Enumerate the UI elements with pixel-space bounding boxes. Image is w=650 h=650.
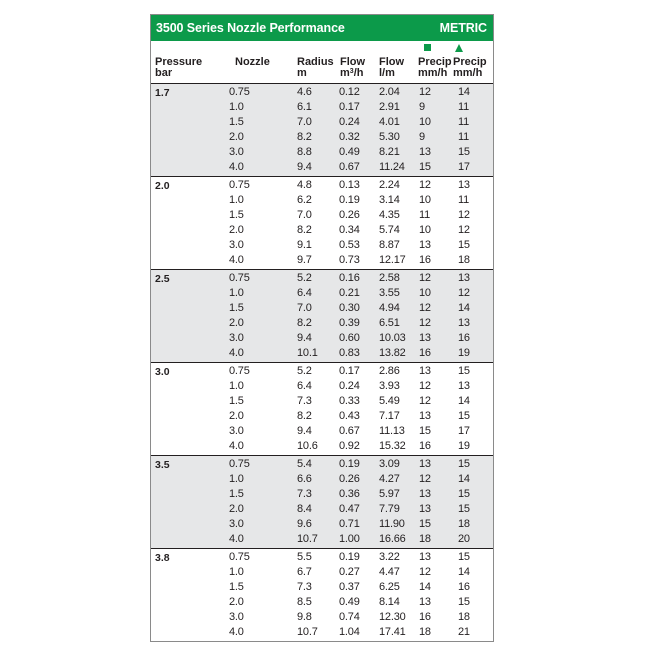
precip-square-cell: 10: [419, 287, 431, 299]
flow-lm-cell: 5.49: [379, 395, 400, 407]
precip-triangle-cell: 11: [458, 101, 470, 113]
flow-lm-cell: 5.97: [379, 488, 400, 500]
flow-m3h-cell: 0.24: [339, 380, 360, 392]
flow-m3h-cell: 0.26: [339, 209, 360, 221]
flow-m3h-cell: 0.19: [339, 551, 360, 563]
flow-lm-cell: 8.14: [379, 596, 400, 608]
flow-lm-cell: 6.51: [379, 317, 400, 329]
flow-m3h-cell: 0.17: [339, 365, 360, 377]
table-row: [151, 625, 493, 640]
nozzle-cell: 1.5: [229, 581, 244, 593]
precip-triangle-cell: 18: [458, 254, 470, 266]
flow-m3h-cell: 0.83: [339, 347, 360, 359]
triangle-spacing-icon: [455, 44, 463, 52]
pressure-group: [151, 177, 493, 270]
nozzle-cell: 1.0: [229, 473, 244, 485]
nozzle-cell: 1.0: [229, 194, 244, 206]
flow-lm-cell: 3.55: [379, 287, 400, 299]
flow-m3h-cell: 1.00: [339, 533, 360, 545]
flow-m3h-cell: 0.60: [339, 332, 360, 344]
table-row: [151, 85, 493, 100]
table-row: [151, 472, 493, 487]
table-row: [151, 178, 493, 193]
flow-m3h-cell: 0.21: [339, 287, 360, 299]
table-row: [151, 580, 493, 595]
flow-lm-cell: 4.27: [379, 473, 400, 485]
radius-cell: 10.7: [297, 533, 318, 545]
nozzle-cell: 3.0: [229, 611, 244, 623]
precip-triangle-cell: 14: [458, 395, 470, 407]
flow-lm-cell: 2.24: [379, 179, 400, 191]
table-row: [151, 145, 493, 160]
nozzle-performance-table: [150, 14, 494, 642]
nozzle-cell: 1.5: [229, 209, 244, 221]
nozzle-cell: 0.75: [229, 179, 250, 191]
radius-cell: 9.4: [297, 161, 312, 173]
radius-cell: 4.6: [297, 86, 312, 98]
radius-cell: 10.7: [297, 626, 318, 638]
precip-triangle-cell: 14: [458, 302, 470, 314]
precip-square-cell: 10: [419, 224, 431, 236]
nozzle-cell: 2.0: [229, 317, 244, 329]
precip-triangle-cell: 13: [458, 272, 470, 284]
flow-lm-cell: 7.79: [379, 503, 400, 515]
flow-m3h-cell: 0.67: [339, 425, 360, 437]
flow-m3h-cell: 0.53: [339, 239, 360, 251]
flow-lm-cell: 11.13: [379, 425, 405, 437]
radius-cell: 7.0: [297, 116, 312, 128]
nozzle-cell: 1.5: [229, 116, 244, 128]
pressure-label: 3.8: [155, 552, 170, 564]
precip-triangle-cell: 19: [458, 347, 470, 359]
precip-square-cell: 12: [419, 380, 431, 392]
radius-cell: 10.1: [297, 347, 318, 359]
table-row: [151, 379, 493, 394]
pressure-label: 1.7: [155, 87, 170, 99]
radius-cell: 8.2: [297, 224, 312, 236]
precip-square-cell: 9: [419, 131, 425, 143]
flow-lm-cell: 12.17: [379, 254, 406, 266]
precip-square-cell: 13: [419, 410, 431, 422]
radius-cell: 9.8: [297, 611, 312, 623]
flow-m3h-cell: 0.49: [339, 146, 360, 158]
radius-cell: 8.8: [297, 146, 312, 158]
flow-lm-cell: 12.30: [379, 611, 406, 623]
flow-lm-cell: 4.47: [379, 566, 400, 578]
flow-lm-cell: 11.90: [379, 518, 405, 530]
pressure-label: 3.0: [155, 366, 170, 378]
precip-triangle-cell: 13: [458, 179, 470, 191]
table-row: [151, 238, 493, 253]
radius-cell: 5.5: [297, 551, 312, 563]
precip-triangle-cell: 16: [458, 581, 470, 593]
flow-lm-cell: 4.01: [379, 116, 400, 128]
flow-lm-cell: 3.22: [379, 551, 400, 563]
col-pressure-header: Pressure bar: [155, 56, 203, 79]
radius-cell: 7.3: [297, 395, 312, 407]
precip-triangle-cell: 15: [458, 410, 470, 422]
radius-cell: 10.6: [297, 440, 318, 452]
table-row: [151, 223, 493, 238]
flow-lm-cell: 7.17: [379, 410, 400, 422]
precip-square-cell: 16: [419, 611, 431, 623]
precip-square-cell: 12: [419, 179, 431, 191]
precip-square-cell: 9: [419, 101, 425, 113]
nozzle-cell: 1.0: [229, 101, 244, 113]
flow-m3h-cell: 0.73: [339, 254, 360, 266]
radius-cell: 7.3: [297, 488, 312, 500]
precip-square-cell: 14: [419, 581, 431, 593]
flow-m3h-cell: 0.19: [339, 194, 360, 206]
table-row: [151, 394, 493, 409]
nozzle-cell: 1.0: [229, 287, 244, 299]
flow-m3h-cell: 0.19: [339, 458, 360, 470]
table-row: [151, 115, 493, 130]
table-row: [151, 439, 493, 454]
precip-square-cell: 12: [419, 473, 431, 485]
nozzle-cell: 3.0: [229, 332, 244, 344]
column-headers: [151, 53, 493, 84]
nozzle-cell: 4.0: [229, 533, 244, 545]
flow-lm-cell: 3.93: [379, 380, 400, 392]
flow-m3h-cell: 0.47: [339, 503, 360, 515]
flow-lm-cell: 2.91: [379, 101, 400, 113]
flow-m3h-cell: 0.71: [339, 518, 360, 530]
radius-cell: 9.4: [297, 332, 312, 344]
nozzle-cell: 0.75: [229, 551, 250, 563]
precip-square-cell: 15: [419, 518, 431, 530]
pressure-group: [151, 549, 493, 641]
precip-square-cell: 11: [419, 209, 431, 221]
flow-m3h-cell: 0.39: [339, 317, 360, 329]
table-row: [151, 610, 493, 625]
precip-square-cell: 16: [419, 254, 431, 266]
nozzle-cell: 2.0: [229, 596, 244, 608]
flow-lm-cell: 2.86: [379, 365, 400, 377]
radius-cell: 7.0: [297, 302, 312, 314]
radius-cell: 5.2: [297, 272, 312, 284]
precip-markers-row: [151, 41, 493, 53]
flow-m3h-cell: 0.43: [339, 410, 360, 422]
flow-m3h-cell: 0.32: [339, 131, 360, 143]
precip-square-cell: 16: [419, 440, 431, 452]
table-row: [151, 487, 493, 502]
nozzle-cell: 3.0: [229, 239, 244, 251]
precip-square-cell: 12: [419, 272, 431, 284]
flow-lm-cell: 5.30: [379, 131, 400, 143]
precip-square-cell: 13: [419, 332, 431, 344]
flow-m3h-cell: 0.24: [339, 116, 360, 128]
radius-cell: 9.7: [297, 254, 312, 266]
flow-lm-cell: 6.25: [379, 581, 400, 593]
precip-triangle-cell: 15: [458, 146, 470, 158]
precip-square-cell: 15: [419, 161, 431, 173]
table-row: [151, 130, 493, 145]
flow-lm-cell: 5.74: [379, 224, 400, 236]
precip-square-cell: 13: [419, 365, 431, 377]
table-row: [151, 286, 493, 301]
col-flow-lm-header: Flow l/m: [379, 56, 405, 79]
nozzle-cell: 3.0: [229, 425, 244, 437]
radius-cell: 8.4: [297, 503, 312, 515]
radius-cell: 8.5: [297, 596, 312, 608]
table-row: [151, 301, 493, 316]
flow-lm-cell: 10.03: [379, 332, 406, 344]
precip-square-cell: 18: [419, 533, 431, 545]
pressure-group: [151, 270, 493, 363]
table-row: [151, 208, 493, 223]
precip-triangle-cell: 15: [458, 596, 470, 608]
radius-cell: 8.2: [297, 131, 312, 143]
table-header-bar: [151, 15, 493, 41]
flow-m3h-cell: 0.92: [339, 440, 360, 452]
precip-square-cell: 18: [419, 626, 431, 638]
pressure-group: [151, 363, 493, 456]
precip-triangle-cell: 17: [458, 425, 470, 437]
pressure-group: [151, 456, 493, 549]
flow-m3h-cell: 0.67: [339, 161, 360, 173]
precip-square-cell: 13: [419, 239, 431, 251]
precip-square-cell: 12: [419, 395, 431, 407]
table-row: [151, 193, 493, 208]
square-spacing-icon: [424, 44, 431, 51]
precip-triangle-cell: 13: [458, 380, 470, 392]
flow-m3h-cell: 0.30: [339, 302, 360, 314]
nozzle-cell: 4.0: [229, 440, 244, 452]
table-row: [151, 346, 493, 361]
col-flow-m3h-header: Flow $m^3/h$: [340, 56, 366, 79]
precip-triangle-cell: 16: [458, 332, 470, 344]
radius-cell: 8.2: [297, 410, 312, 422]
flow-m3h-cell: 0.49: [339, 596, 360, 608]
flow-lm-cell: 3.09: [379, 458, 400, 470]
precip-triangle-cell: 19: [458, 440, 470, 452]
table-row: [151, 271, 493, 286]
precip-triangle-cell: 13: [458, 317, 470, 329]
radius-cell: 6.2: [297, 194, 312, 206]
radius-cell: 4.8: [297, 179, 312, 191]
flow-m3h-cell: 0.27: [339, 566, 360, 578]
nozzle-cell: 0.75: [229, 86, 250, 98]
precip-square-cell: 12: [419, 566, 431, 578]
nozzle-cell: 0.75: [229, 365, 250, 377]
table-row: [151, 253, 493, 268]
radius-cell: 6.6: [297, 473, 312, 485]
precip-triangle-cell: 11: [458, 116, 470, 128]
flow-lm-cell: 2.58: [379, 272, 400, 284]
flow-lm-cell: 17.41: [379, 626, 406, 638]
precip-triangle-cell: 21: [458, 626, 470, 638]
table-row: [151, 316, 493, 331]
nozzle-cell: 4.0: [229, 626, 244, 638]
precip-triangle-cell: 17: [458, 161, 470, 173]
nozzle-cell: 4.0: [229, 161, 244, 173]
nozzle-cell: 1.5: [229, 488, 244, 500]
table-row: [151, 595, 493, 610]
pressure-group: [151, 84, 493, 177]
col-nozzle-header: Nozzle: [235, 56, 270, 68]
precip-triangle-cell: 12: [458, 209, 470, 221]
flow-m3h-cell: 0.16: [339, 272, 360, 284]
flow-m3h-cell: 0.26: [339, 473, 360, 485]
precip-triangle-cell: 15: [458, 503, 470, 515]
precip-square-cell: 13: [419, 503, 431, 515]
radius-cell: 7.0: [297, 209, 312, 221]
precip-triangle-cell: 18: [458, 611, 470, 623]
radius-cell: 6.7: [297, 566, 312, 578]
radius-cell: 9.4: [297, 425, 312, 437]
nozzle-cell: 3.0: [229, 146, 244, 158]
table-row: [151, 424, 493, 439]
flow-m3h-cell: 0.37: [339, 581, 360, 593]
nozzle-cell: 2.0: [229, 503, 244, 515]
flow-lm-cell: 8.87: [379, 239, 400, 251]
flow-lm-cell: 2.04: [379, 86, 400, 98]
nozzle-cell: 0.75: [229, 458, 250, 470]
precip-triangle-cell: 12: [458, 224, 470, 236]
table-row: [151, 364, 493, 379]
precip-square-cell: 16: [419, 347, 431, 359]
table-row: [151, 160, 493, 175]
precip-square-cell: 13: [419, 458, 431, 470]
precip-square-cell: 12: [419, 302, 431, 314]
flow-m3h-cell: 0.33: [339, 395, 360, 407]
flow-lm-cell: 8.21: [379, 146, 400, 158]
precip-square-cell: 12: [419, 317, 431, 329]
pressure-label: 2.0: [155, 180, 170, 192]
table-body: [151, 84, 493, 641]
nozzle-cell: 2.0: [229, 410, 244, 422]
nozzle-cell: 4.0: [229, 254, 244, 266]
flow-lm-cell: 4.35: [379, 209, 400, 221]
precip-triangle-cell: 14: [458, 566, 470, 578]
table-row: [151, 532, 493, 547]
flow-lm-cell: 16.66: [379, 533, 406, 545]
pressure-label: 3.5: [155, 459, 170, 471]
radius-cell: 6.1: [297, 101, 312, 113]
col-precip-triangle-header: Precip mm/h: [453, 56, 487, 79]
precip-triangle-cell: 20: [458, 533, 470, 545]
radius-cell: 5.4: [297, 458, 312, 470]
precip-square-cell: 13: [419, 596, 431, 608]
table-row: [151, 550, 493, 565]
nozzle-cell: 1.5: [229, 395, 244, 407]
table-row: [151, 517, 493, 532]
precip-square-cell: 12: [419, 86, 431, 98]
table-row: [151, 457, 493, 472]
precip-triangle-cell: 14: [458, 473, 470, 485]
table-title: 3500 Series Nozzle Performance: [156, 21, 345, 35]
flow-lm-cell: 3.14: [379, 194, 400, 206]
table-row: [151, 502, 493, 517]
precip-square-cell: 15: [419, 425, 431, 437]
nozzle-cell: 4.0: [229, 347, 244, 359]
precip-triangle-cell: 15: [458, 551, 470, 563]
pressure-label: 2.5: [155, 273, 170, 285]
metric-badge: METRIC: [439, 21, 487, 35]
flow-lm-cell: 11.24: [379, 161, 405, 173]
precip-triangle-cell: 14: [458, 86, 470, 98]
flow-m3h-cell: 0.12: [339, 86, 360, 98]
precip-triangle-cell: 15: [458, 458, 470, 470]
radius-cell: 8.2: [297, 317, 312, 329]
nozzle-cell: 0.75: [229, 272, 250, 284]
radius-cell: 6.4: [297, 287, 312, 299]
precip-square-cell: 10: [419, 194, 431, 206]
precip-square-cell: 13: [419, 146, 431, 158]
col-radius-header: Radius m: [297, 56, 334, 79]
flow-lm-cell: 4.94: [379, 302, 400, 314]
nozzle-cell: 3.0: [229, 518, 244, 530]
precip-triangle-cell: 15: [458, 365, 470, 377]
table-row: [151, 409, 493, 424]
precip-triangle-cell: 15: [458, 239, 470, 251]
radius-cell: 6.4: [297, 380, 312, 392]
flow-m3h-cell: 0.36: [339, 488, 360, 500]
col-precip-square-header: Precip mm/h: [418, 56, 452, 79]
flow-m3h-cell: 0.74: [339, 611, 360, 623]
radius-cell: 7.3: [297, 581, 312, 593]
flow-m3h-cell: 0.34: [339, 224, 360, 236]
flow-m3h-cell: 0.17: [339, 101, 360, 113]
nozzle-cell: 1.0: [229, 380, 244, 392]
flow-m3h-cell: 1.04: [339, 626, 360, 638]
nozzle-cell: 2.0: [229, 131, 244, 143]
precip-triangle-cell: 15: [458, 488, 470, 500]
precip-square-cell: 10: [419, 116, 431, 128]
nozzle-cell: 1.0: [229, 566, 244, 578]
precip-triangle-cell: 18: [458, 518, 470, 530]
precip-square-cell: 13: [419, 488, 431, 500]
flow-lm-cell: 13.82: [379, 347, 406, 359]
nozzle-cell: 2.0: [229, 224, 244, 236]
radius-cell: 9.1: [297, 239, 312, 251]
flow-m3h-cell: 0.13: [339, 179, 360, 191]
table-row: [151, 100, 493, 115]
precip-triangle-cell: 11: [458, 131, 470, 143]
nozzle-cell: 1.5: [229, 302, 244, 314]
flow-lm-cell: 15.32: [379, 440, 406, 452]
precip-triangle-cell: 11: [458, 194, 470, 206]
table-row: [151, 331, 493, 346]
precip-triangle-cell: 12: [458, 287, 470, 299]
table-row: [151, 565, 493, 580]
radius-cell: 5.2: [297, 365, 312, 377]
radius-cell: 9.6: [297, 518, 312, 530]
precip-square-cell: 13: [419, 551, 431, 563]
